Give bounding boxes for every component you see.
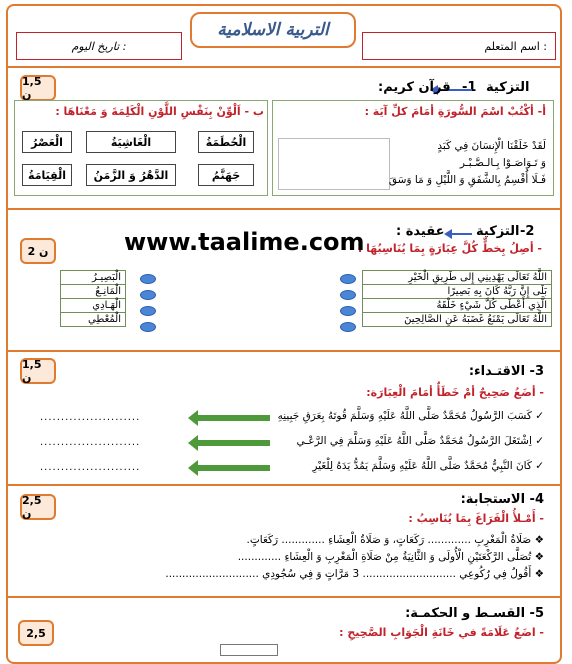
section2-heading-sub: عقيدة : (396, 224, 445, 239)
fill-text: تُصَلَّى الرَّكْعَتَيْنِ الْأُولَى وَ الثَّانِيَةُ مِنْ صَلَاةِ الْمَغْرِبِ وَ الْعِشَاءِ ............. (237, 551, 532, 563)
section2-heading-topic: التزكية (476, 224, 520, 239)
answer-box[interactable] (220, 644, 278, 656)
statement-cell: بَلَى إِنَّ رَبَّهُ كَانَ بِهِ بَصِيرًا (363, 285, 552, 299)
section3-heading: 3- الاقتـداء: (468, 364, 544, 379)
verse-3: فَـلَا أُقْسِمُ بِالشَّفَقِ وَ اللَّيْلِ وَ مَا وَسَقَ (388, 174, 546, 186)
date-label: تاريخ اليوم : (71, 39, 127, 53)
fill-text: صَلَاةُ الْمَغْرِبِ ............. رَكَعَاتٍ، وَ صَلَاةُ الْعِشَاءِ ............. رَكَعَاتٍ. (246, 534, 532, 546)
section-divider (6, 484, 562, 486)
fill-line[interactable]: ❖ أَقُولُ فِي رُكُوعِي ............................ 3 مَرَّاتٍ وَ فِي سُجُودِي ............................ (165, 568, 544, 580)
section1-score-badge: 1,5 ن (20, 75, 56, 101)
connector-dot[interactable] (140, 306, 156, 316)
connector-dot[interactable] (340, 274, 356, 284)
statement-cell: الَّذِي أَعْطَى كُلَّ شَيْءٍ خَلْقَهُ (363, 299, 552, 313)
verse-1: لَقَدْ خَلَقْنَا الْإِنسَانَ فِي كَبَدٍ (437, 140, 546, 152)
section2-score-badge: 2 ن (20, 238, 56, 264)
word-box[interactable]: الْحُطَمَةُ (198, 131, 254, 153)
table-row (61, 271, 126, 285)
statement-line: ✓ اِشْتَغَلَ الرَّسُولُ مُحَمَّدٌ صَلَّى اللَّهُ عَلَيْهِ وَسَلَّمَ فِي الرَّعْـي (296, 435, 544, 447)
section1-heading-sub: قرآن كريم: (378, 80, 451, 95)
section2-heading-num: 2- (520, 224, 535, 239)
section-divider (6, 66, 562, 68)
right-dots (140, 274, 156, 332)
names-table (60, 270, 126, 327)
section3-score-badge: 1,5 ن (20, 358, 56, 384)
student-name-field[interactable] (362, 32, 556, 60)
section5-score-badge: 2,5 (18, 620, 54, 646)
word-box[interactable]: الْغَاشِيَةُ (86, 131, 176, 153)
word-box[interactable]: جَهَنَّمُ (198, 164, 254, 186)
answer-blank[interactable]: ........................ (40, 412, 141, 423)
section3-instruction: - أضَعُ صَحِيحٌ أمْ خَطَأٌ أمَامَ الْعِبَارَة: (366, 386, 544, 399)
fill-text: أَقُولُ فِي رُكُوعِي ............................ 3 مَرَّاتٍ وَ فِي سُجُودِي ............................ (165, 568, 532, 580)
section4-instruction: - أَمْـلأُ الْفَرَاغَ بِمَا يُنَاسِبُ : (408, 512, 544, 525)
statement-text: كَسَبَ الرَّسُولُ مُحَمَّدٌ صَلَّى اللَّهُ عَلَيْهِ وَسَلَّمَ قُوتَهُ بِعَرَقِ جَبِينِهِ (277, 410, 532, 422)
statement-text: اِشْتَغَلَ الرَّسُولُ مُحَمَّدٌ صَلَّى اللَّهُ عَلَيْهِ وَسَلَّمَ فِي الرَّعْـي (296, 435, 532, 447)
answer-blank[interactable]: ........................ (40, 437, 141, 448)
page-title: التربية الاسلامية (190, 12, 356, 48)
left-arrow-icon (198, 465, 270, 471)
statements-table (362, 270, 552, 327)
fill-line[interactable]: ❖ صَلَاةُ الْمَغْرِبِ ............. رَكَعَاتٍ، وَ صَلَاةُ الْعِشَاءِ ............. رَكَعَاتٍ. (246, 534, 544, 546)
statement-cell: اللَّهُ تَعَالَى يَهْدِينِي إِلى طَرِيقِ الْخَيْرِ (363, 271, 552, 285)
section-divider (6, 350, 562, 352)
statement-cell: اللَّهُ تَعَالَى يَمْنَعُ غَضَبَهُ عَنِ الصَّالِحِينَ (363, 313, 552, 327)
section4-score-badge: 2,5 ن (20, 494, 56, 520)
table-row (363, 313, 552, 327)
left-dots (340, 274, 356, 332)
answer-blank[interactable]: ........................ (40, 462, 141, 473)
name-cell: الْهَـادِي (61, 299, 126, 313)
name-cell: الْمُعْطِي (61, 313, 126, 327)
section5-instruction: - اضَعُ عَلَامَةً في خَانَةِ الْجَوَابِ الصَّحِيحِ : (339, 626, 544, 639)
section1-instruction-b: ب - اَلْوِّنْ بِنَفْسِ اللَّوْنِ الْكَلِمَةَ وَ مَعْنَاهَا : (55, 105, 264, 118)
statement-line: ✓ كَسَبَ الرَّسُولُ مُحَمَّدٌ صَلَّى اللَّهُ عَلَيْهِ وَسَلَّمَ قُوتَهُ بِعَرَقِ جَبِينِهِ (277, 410, 544, 422)
left-arrow-icon (446, 233, 472, 235)
connector-dot[interactable] (140, 322, 156, 332)
section1-heading-topic: التزكية (486, 80, 530, 95)
watermark-text: www.taalime.com (124, 228, 365, 256)
table-row (363, 285, 552, 299)
section2-instruction: - أصِلُ بِخطٍّ كُلَّ عِبَارَةٍ بِمَا يُنَاسِبُهَا : (357, 242, 542, 255)
connector-dot[interactable] (140, 290, 156, 300)
answer-column[interactable] (278, 138, 390, 190)
left-arrow-icon (198, 440, 270, 446)
statement-text: كَانَ النَّبِيُّ مُحَمَّدٌ صَلَّى اللَّهُ عَلَيْهِ وَسَلَّمَ يَمُدُّ يَدَهُ لِلْغَيْرِ (312, 460, 532, 472)
section1-instruction-a: أ- أكْتُبْ اسْمَ السُّورَةِ أمَامَ كلِّ آيَة : (364, 105, 546, 118)
section5-heading: 5- القسـط و الحكمـة: (405, 606, 544, 621)
name-cell: الْبَصِيـرُ (61, 271, 126, 285)
word-box[interactable]: الْعَصْرُ (22, 131, 72, 153)
connector-dot[interactable] (340, 322, 356, 332)
table-row (363, 271, 552, 285)
connector-dot[interactable] (340, 290, 356, 300)
student-name-label: اسم المتعلم : (484, 39, 547, 53)
left-arrow-icon (198, 415, 270, 421)
statement-line: ✓ كَانَ النَّبِيُّ مُحَمَّدٌ صَلَّى اللَّهُ عَلَيْهِ وَسَلَّمَ يَمُدُّ يَدَهُ لِلْغَيْرِ (312, 460, 544, 472)
table-row (363, 299, 552, 313)
table-row (61, 299, 126, 313)
connector-dot[interactable] (340, 306, 356, 316)
fill-line[interactable]: ❖ تُصَلَّى الرَّكْعَتَيْنِ الْأُولَى وَ الثَّانِيَةُ مِنْ صَلَاةِ الْمَغْرِبِ وَ الْعِشَاءِ ............. (237, 551, 544, 563)
verse-2: وَ تَـوَاصَـوْا بِـالـصَّـبْـر (459, 157, 546, 169)
section-divider (6, 596, 562, 598)
date-field[interactable] (16, 32, 182, 60)
word-box[interactable]: الدَّهْرُ وَ الزَّمَنُ (86, 164, 176, 186)
table-row (61, 285, 126, 299)
section-divider (6, 208, 562, 210)
table-row (61, 313, 126, 327)
name-cell: الْمَانِـعُ (61, 285, 126, 299)
section4-heading: 4- الاستجابة: (460, 492, 544, 507)
word-box[interactable]: الْقِيَامَةُ (22, 164, 72, 186)
connector-dot[interactable] (140, 274, 156, 284)
section1-heading-num: 1- (462, 80, 477, 95)
